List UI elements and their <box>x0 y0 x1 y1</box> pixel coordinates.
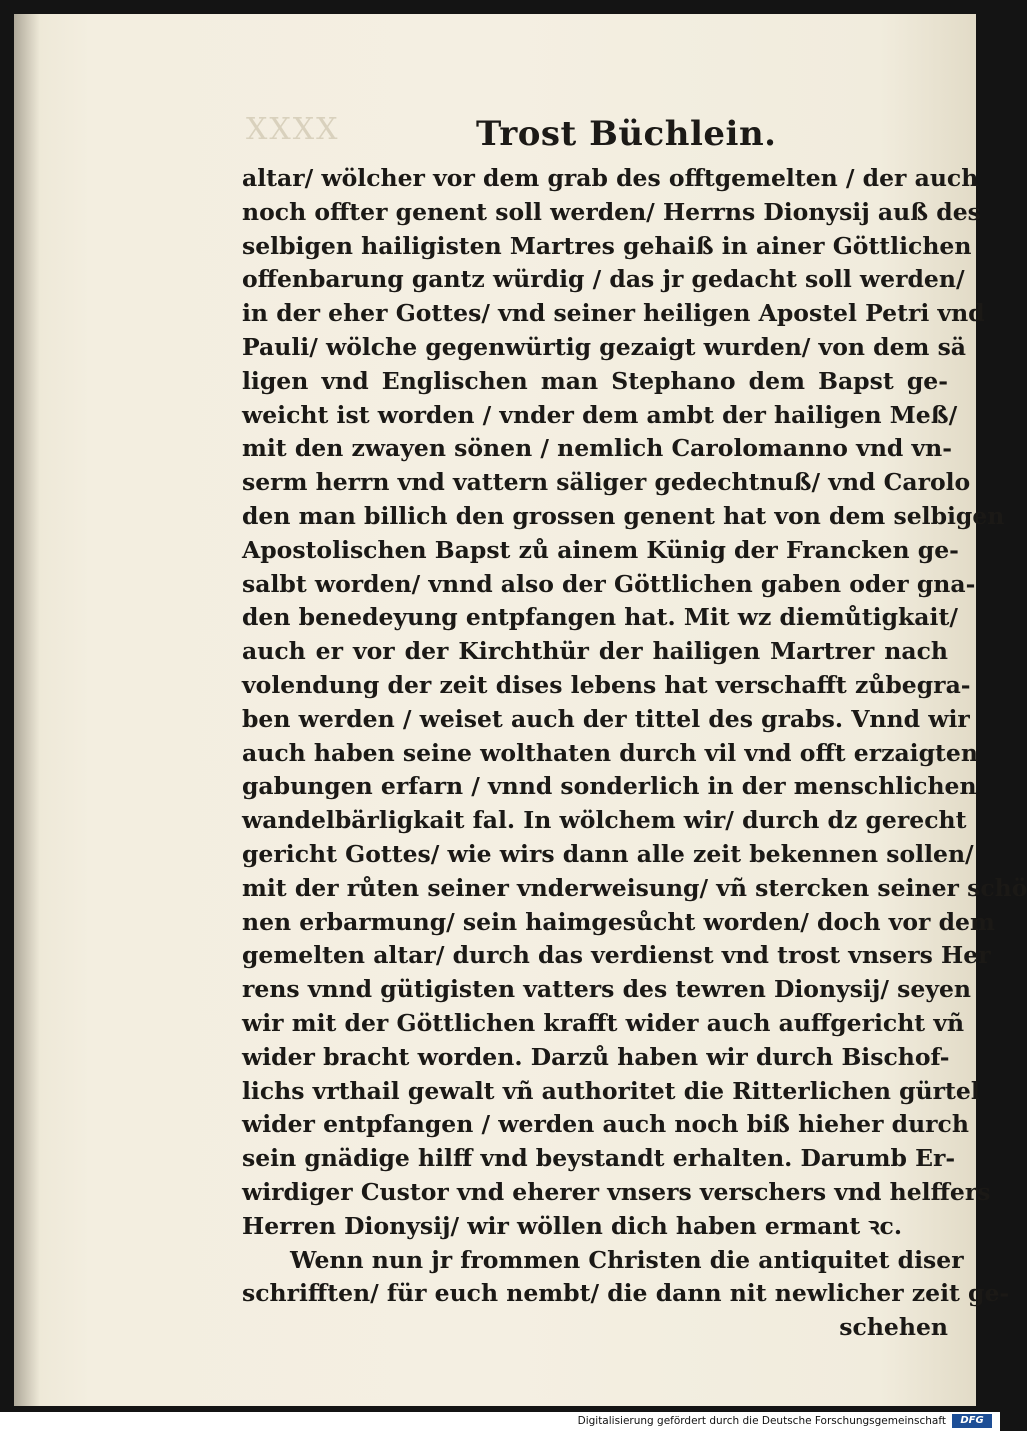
text-line: wider entpfangen / werden auch noch biß hieher durch <box>242 1110 969 1139</box>
page-number: XXXX <box>246 112 340 147</box>
text-line: gemelten altar/ durch das verdienst vnd trost vnsers Her <box>242 941 991 970</box>
text-line: altar/ wölcher vor dem grab des offtgemelten / der auch <box>242 164 979 192</box>
text-line: auch er vor der Kirchthür der hailigen Martrer nach <box>242 637 948 666</box>
text-line: mit der růten seiner vnderweisung/ vñ stercken seiner schö <box>242 873 1027 902</box>
text-line: wirdiger Custor vnd eherer vnsers verschers vnd helffers <box>242 1177 991 1206</box>
funding-credit: Digitalisierung gefördert durch die Deutsche Forschungsgemeinschaft <box>577 1415 946 1427</box>
text-line: ben werden / weiset auch der tittel des grabs. Vnnd wir <box>242 704 970 733</box>
catchword: schehen <box>839 1313 948 1342</box>
text-line: serm herrn vnd vattern säliger gedechtnuß/ vnd Carolo <box>242 468 971 497</box>
text-line: rens vnnd gütigisten vatters des tewren Dionysij/ seyen <box>242 975 972 1004</box>
text-line: Apostolischen Bapst zů ainem Künig der Francken ge- <box>242 535 959 564</box>
paragraph-first-line: Wenn nun jr frommen Christen die antiquitet diser <box>290 1245 964 1274</box>
gutter-shadow <box>14 14 40 1406</box>
text-line: selbigen hailigisten Martres gehaiß in ainer Göttlichen <box>242 231 972 260</box>
text-line: noch offter genent soll werden/ Herrns Dionysij auß des <box>242 197 981 226</box>
text-line: in der eher Gottes/ vnd seiner heiligen Apostel Petri vnd <box>242 299 985 328</box>
dfg-logo: DFG <box>952 1414 992 1428</box>
text-line: wider bracht worden. Darzů haben wir durch Bischof- <box>242 1042 950 1071</box>
book-page <box>14 14 1027 1406</box>
text-line: offenbarung gantz würdig / das jr gedacht soll werden/ <box>242 265 965 294</box>
text-line: wir mit der Göttlichen krafft wider auch auffgericht vñ <box>242 1008 965 1037</box>
text-line: gericht Gottes/ wie wirs dann alle zeit bekennen sollen/ <box>242 839 974 868</box>
text-line: lichs vrthail gewalt vñ authoritet die Ritterlichen gürtel <box>242 1076 980 1105</box>
text-line: schrifften/ für euch nembt/ die dann nit newlicher zeit ge- <box>242 1279 1010 1308</box>
text-line: wandelbärligkait fal. In wölchem wir/ durch dz gerecht <box>242 806 967 835</box>
text-block <box>242 162 1027 1345</box>
text-line: ligen vnd Englischen man Stephano dem Bapst ge- <box>242 366 948 395</box>
text-line: Pauli/ wölche gegenwürtig gezaigt wurden/ von dem sä <box>242 332 967 361</box>
text-line: Herren Dionysij/ wir wöllen dich haben ermant ꝛc. <box>242 1211 903 1240</box>
text-line: sein gnädige hilff vnd beystandt erhalten. Darumb Er- <box>242 1144 956 1173</box>
text-line: volendung der zeit dises lebens hat verschafft zůbegra- <box>242 670 971 699</box>
text-line: nen erbarmung/ sein haimgesůcht worden/ doch vor dem <box>242 907 995 936</box>
text-line: den man billich den grossen genent hat von dem selbigen <box>242 501 1005 530</box>
text-line: den benedeyung entpfangen hat. Mit wz diemůtigkait/ <box>242 603 958 632</box>
text-line: mit den zwayen sönen / nemlich Carolomanno vnd vn- <box>242 434 953 463</box>
text-line: salbt worden/ vnnd also der Göttlichen gaben oder gna- <box>242 569 976 598</box>
text-line: gabungen erfarn / vnnd sonderlich in der menschlichen <box>242 772 977 801</box>
text-line: weicht ist worden / vnder dem ambt der hailigen Meß/ <box>242 400 958 429</box>
footer-bar <box>0 1412 1000 1431</box>
running-head: Trost Büchlein. <box>476 114 777 154</box>
text-line: auch haben seine wolthaten durch vil vnd offt erzaigten <box>242 738 978 767</box>
